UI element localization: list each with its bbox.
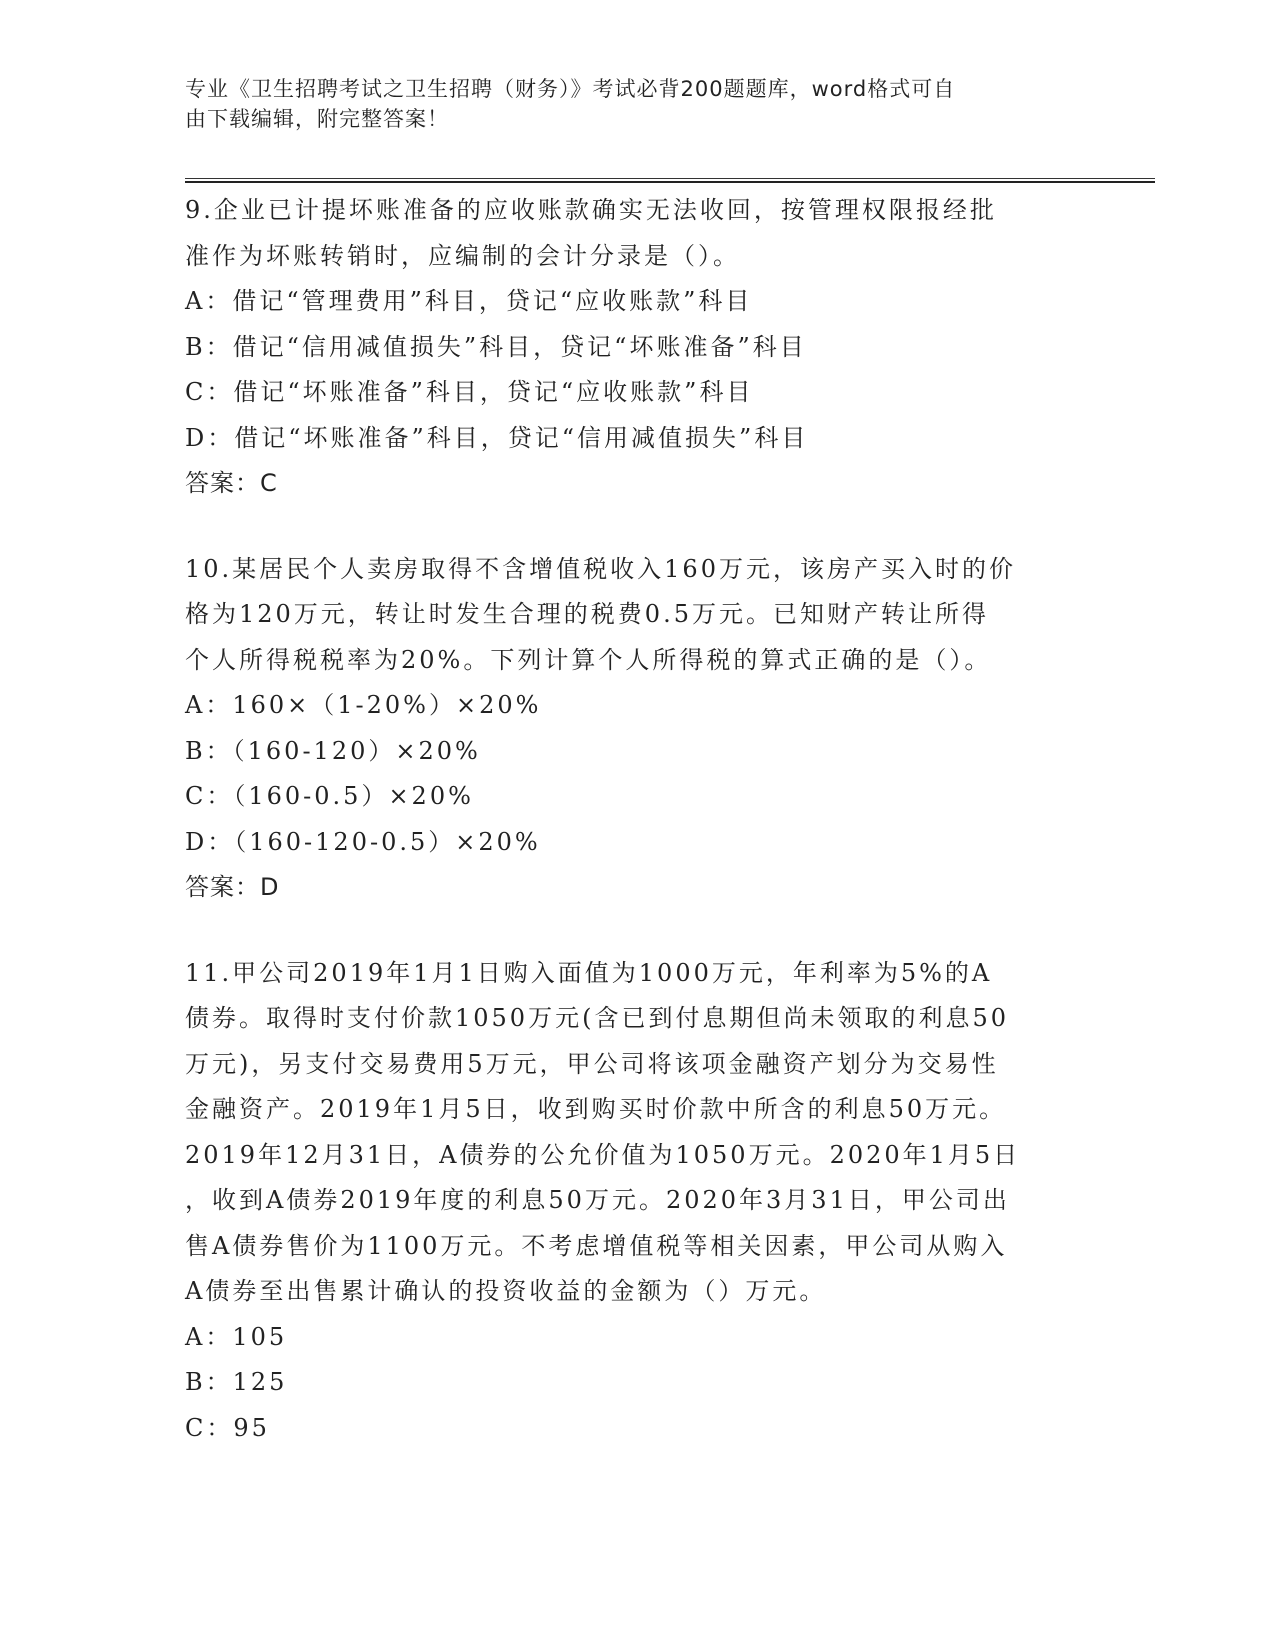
question-stem-line: 9.企业已计提坏账准备的应收账款确实无法收回，按管理权限报经批 (185, 196, 997, 224)
question-stem-line: 11.甲公司2019年1月1日购入面值为1000万元，年利率为5%的A (185, 958, 993, 987)
answer-label: 答案：D (185, 873, 280, 901)
question-stem-line: 格为120万元，转让时发生合理的税费0.5万元。已知财产转让所得 (185, 600, 989, 628)
option-a: A：105 (185, 1322, 288, 1351)
question-stem-line: A债券至出售累计确认的投资收益的金额为（）万元。 (185, 1277, 827, 1305)
option-c: C：（160-0.5）×20% (185, 782, 474, 810)
header-line: 由下载编辑，附完整答案！ (185, 107, 449, 131)
option-b: B：借记“信用减值损失”科目，贷记“坏账准备”科目 (185, 332, 807, 361)
option-b: B：125 (185, 1368, 288, 1396)
option-a: A：160×（1-20%）×20% (185, 691, 542, 719)
question-stem-line: 债券。取得时支付价款1050万元(含已到付息期但尚未领取的利息50 (185, 1004, 1009, 1032)
option-d: D：借记“坏账准备”科目，贷记“信用减值损失”科目 (185, 423, 809, 452)
answer-label: 答案：C (185, 469, 278, 497)
question-list (185, 188, 1085, 1491)
document-header (185, 74, 1065, 134)
option-b: B：（160-120）×20% (185, 736, 481, 765)
option-c: C：借记“坏账准备”科目，贷记“应收账款”科目 (185, 378, 754, 406)
option-d: D：（160-120-0.5）×20% (185, 827, 541, 856)
option-a: A：借记“管理费用”科目，贷记“应收账款”科目 (185, 287, 753, 315)
question-stem-line: 金融资产。2019年1月5日，收到购买时价款中所含的利息50万元。 (185, 1095, 1007, 1123)
option-c: C：95 (185, 1413, 270, 1442)
header-line: 专业《卫生招聘考试之卫生招聘（财务）》考试必背200题题库，word格式可自 (185, 77, 956, 101)
header-divider (185, 178, 1155, 179)
question-stem-line: 2019年12月31日，A债券的公允价值为1050万元。2020年1月5日 (185, 1140, 1021, 1169)
question-10 (185, 547, 1085, 911)
question-stem-line: 10.某居民个人卖房取得不含增值税收入160万元，该房产买入时的价 (185, 554, 1016, 583)
question-stem-line: 万元)，另支付交易费用5万元，甲公司将该项金融资产划分为交易性 (185, 1049, 999, 1078)
header-divider (185, 181, 1155, 183)
question-stem-line: 售A债券售价为1100万元。不考虑增值税等相关因素，甲公司从购入 (185, 1231, 1008, 1260)
question-9 (185, 188, 1085, 507)
question-stem-line: 准作为坏账转销时，应编制的会计分录是（）。 (185, 241, 740, 270)
question-11 (185, 951, 1085, 1452)
question-stem-line: ，收到A债券2019年度的利息50万元。2020年3月31日，甲公司出 (185, 1186, 1010, 1214)
question-stem-line: 个人所得税税率为20%。下列计算个人所得税的算式正确的是（）。 (185, 645, 992, 674)
